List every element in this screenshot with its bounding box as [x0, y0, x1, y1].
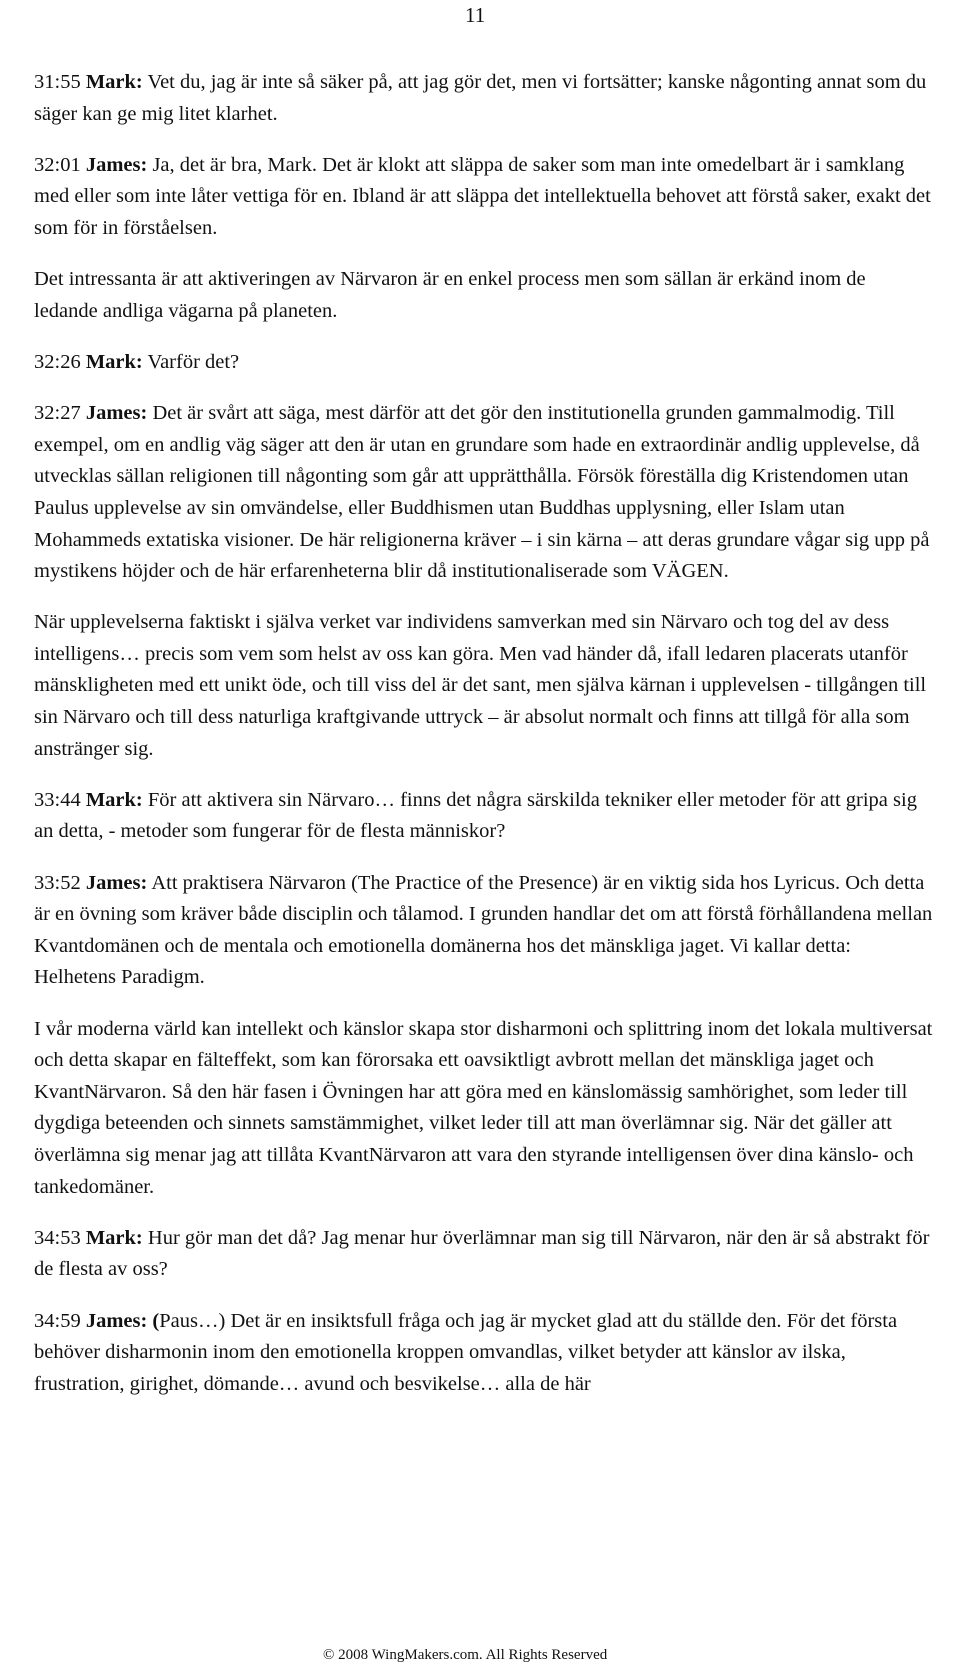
paragraph-4 — [34, 347, 934, 379]
timestamp: 31:55 — [34, 71, 81, 93]
paragraph-text: Det är svårt att säga, mest därför att det gör den institutionella grunden gammalmodig. Till exempel, om en andlig väg säger att den är utan en grundare som hade en extraordinär andlig upplevelse, då utvecklas sällan religionen till någonting som går att upprätthålla. Försök föreställa dig Kristendomen utan Paulus upplevelse av sin omvändelse, eller Buddhismen utan Buddhas upplysning, eller Islam utan Mohammeds extatiska visioner. De här religionerna kräver – i sin kärna – att deras grundare vågar sig upp på mystikens höjder och de här erfarenheterna blir då institutionaliserade som VÄGEN. — [34, 402, 930, 583]
paragraph-3 — [34, 264, 934, 327]
paragraph-text: När upplevelserna faktiskt i själva verket var individens samverkan med sin Närvaro och tog del av dess intelligens… precis som vem som helst av oss kan göra. Men vad händer då, ifall ledaren placerats utanför mänskligheten med ett unikt öde, och till viss del är det sant, men själva kärnan i upplevelsen - tillgången till sin Närvaro och till dess naturliga kraftgivande uttryck – är absolut normalt och finns att tillgå för alla som anstränger sig. — [34, 611, 927, 760]
paragraph-10 — [34, 1223, 934, 1286]
copyright-footer: © 2008 WingMakers.com. All Rights Reserved — [323, 1647, 608, 1663]
timestamp: 32:26 — [34, 350, 81, 373]
speaker-name: James: — [85, 402, 148, 425]
paragraph-text: Paus…) Det är en insiktsfull fråga och jag är mycket glad att du ställde den. För det första behöver disharmonin inom den emotionella kroppen omvandlas, vilket betyder att känslor av ilska, frustration, girighet, dömande… avund och besvikelse… alla de här — [34, 1309, 898, 1395]
paragraph-text: Hur gör man det då? Jag menar hur överlämnar man sig till Närvaron, när den är så abstrakt för de flesta av oss? — [34, 1226, 930, 1281]
paragraph-2 — [34, 150, 934, 245]
paragraph-text: Ja, det är bra, Mark. Det är klokt att släppa de saker som man inte omedelbart är i samklang med eller som inte låter vettiga för en. Ibland är att släppa det intellektuella behovet att förstå saker, exakt det som för in förståelsen. — [34, 153, 931, 239]
speaker-name: James: — [85, 871, 148, 894]
paragraph-text: Det intressanta är att aktiveringen av Närvaron är en enkel process men som sällan är erkänd inom de ledande andliga vägarna på planeten. — [34, 268, 866, 322]
timestamp: 32:27 — [34, 402, 81, 425]
paragraph-6 — [34, 607, 934, 765]
paragraph-text: Att praktisera Närvaron (The Practice of the Presence) är en viktig sida hos Lyricus. Och detta är en övning som kräver både disciplin och tålamod. I grunden handlar det om att förstå förhållandena mellan Kvantdomänen och de mentala och emotionella domänerna hos det mänskliga jaget. Vi kallar detta: Helhetens Paradigm. — [34, 871, 933, 989]
paragraph-5 — [34, 398, 934, 588]
speaker-name: Mark: — [85, 788, 143, 811]
transcript-body — [34, 67, 934, 1420]
timestamp: 32:01 — [34, 153, 81, 176]
paragraph-1 — [34, 67, 934, 130]
paragraph-text: Vet du, jag är inte så säker på, att jag gör det, men vi fortsätter; kanske någonting annat som du säger kan ge mig litet klarhet. — [34, 71, 927, 125]
paragraph-text: I vår moderna värld kan intellekt och känslor skapa stor disharmoni och splittring inom det lokala multiversat och detta skapar en fälteffekt, som kan förorsaka ett oavsiktligt avbrott mellan det mänskliga jaget och KvantNärvaron. Så den här fasen i Övningen har att göra med en känslomässig samhörighet, som leder till dygdiga beteenden och sinnets samstämmighet, vilket leder till att man överlämnar sig. När det gäller att överlämna sig menar jag att tillåta KvantNärvaron att vara den styrande intelligensen över dina känslo- och tankedomäner. — [34, 1017, 933, 1198]
paragraph-11 — [34, 1306, 934, 1401]
speaker-name: Mark: — [85, 1226, 143, 1249]
timestamp: 34:53 — [34, 1226, 81, 1249]
page-number: 11 — [465, 3, 486, 27]
speaker-name: Mark: — [85, 350, 143, 373]
paragraph-7 — [34, 785, 934, 848]
speaker-name: James: — [85, 153, 148, 176]
timestamp: 33:52 — [34, 871, 81, 894]
speaker-name: James: ( — [85, 1309, 160, 1332]
timestamp: 34:59 — [34, 1309, 81, 1332]
paragraph-9 — [34, 1014, 934, 1204]
timestamp: 33:44 — [34, 788, 81, 811]
paragraph-text: För att aktivera sin Närvaro… finns det några särskilda tekniker eller metoder för att gripa sig an detta, - metoder som fungerar för de flesta människor? — [34, 788, 917, 843]
speaker-name: Mark: — [85, 71, 143, 93]
paragraph-text: Varför det? — [147, 350, 240, 373]
paragraph-8 — [34, 868, 934, 994]
